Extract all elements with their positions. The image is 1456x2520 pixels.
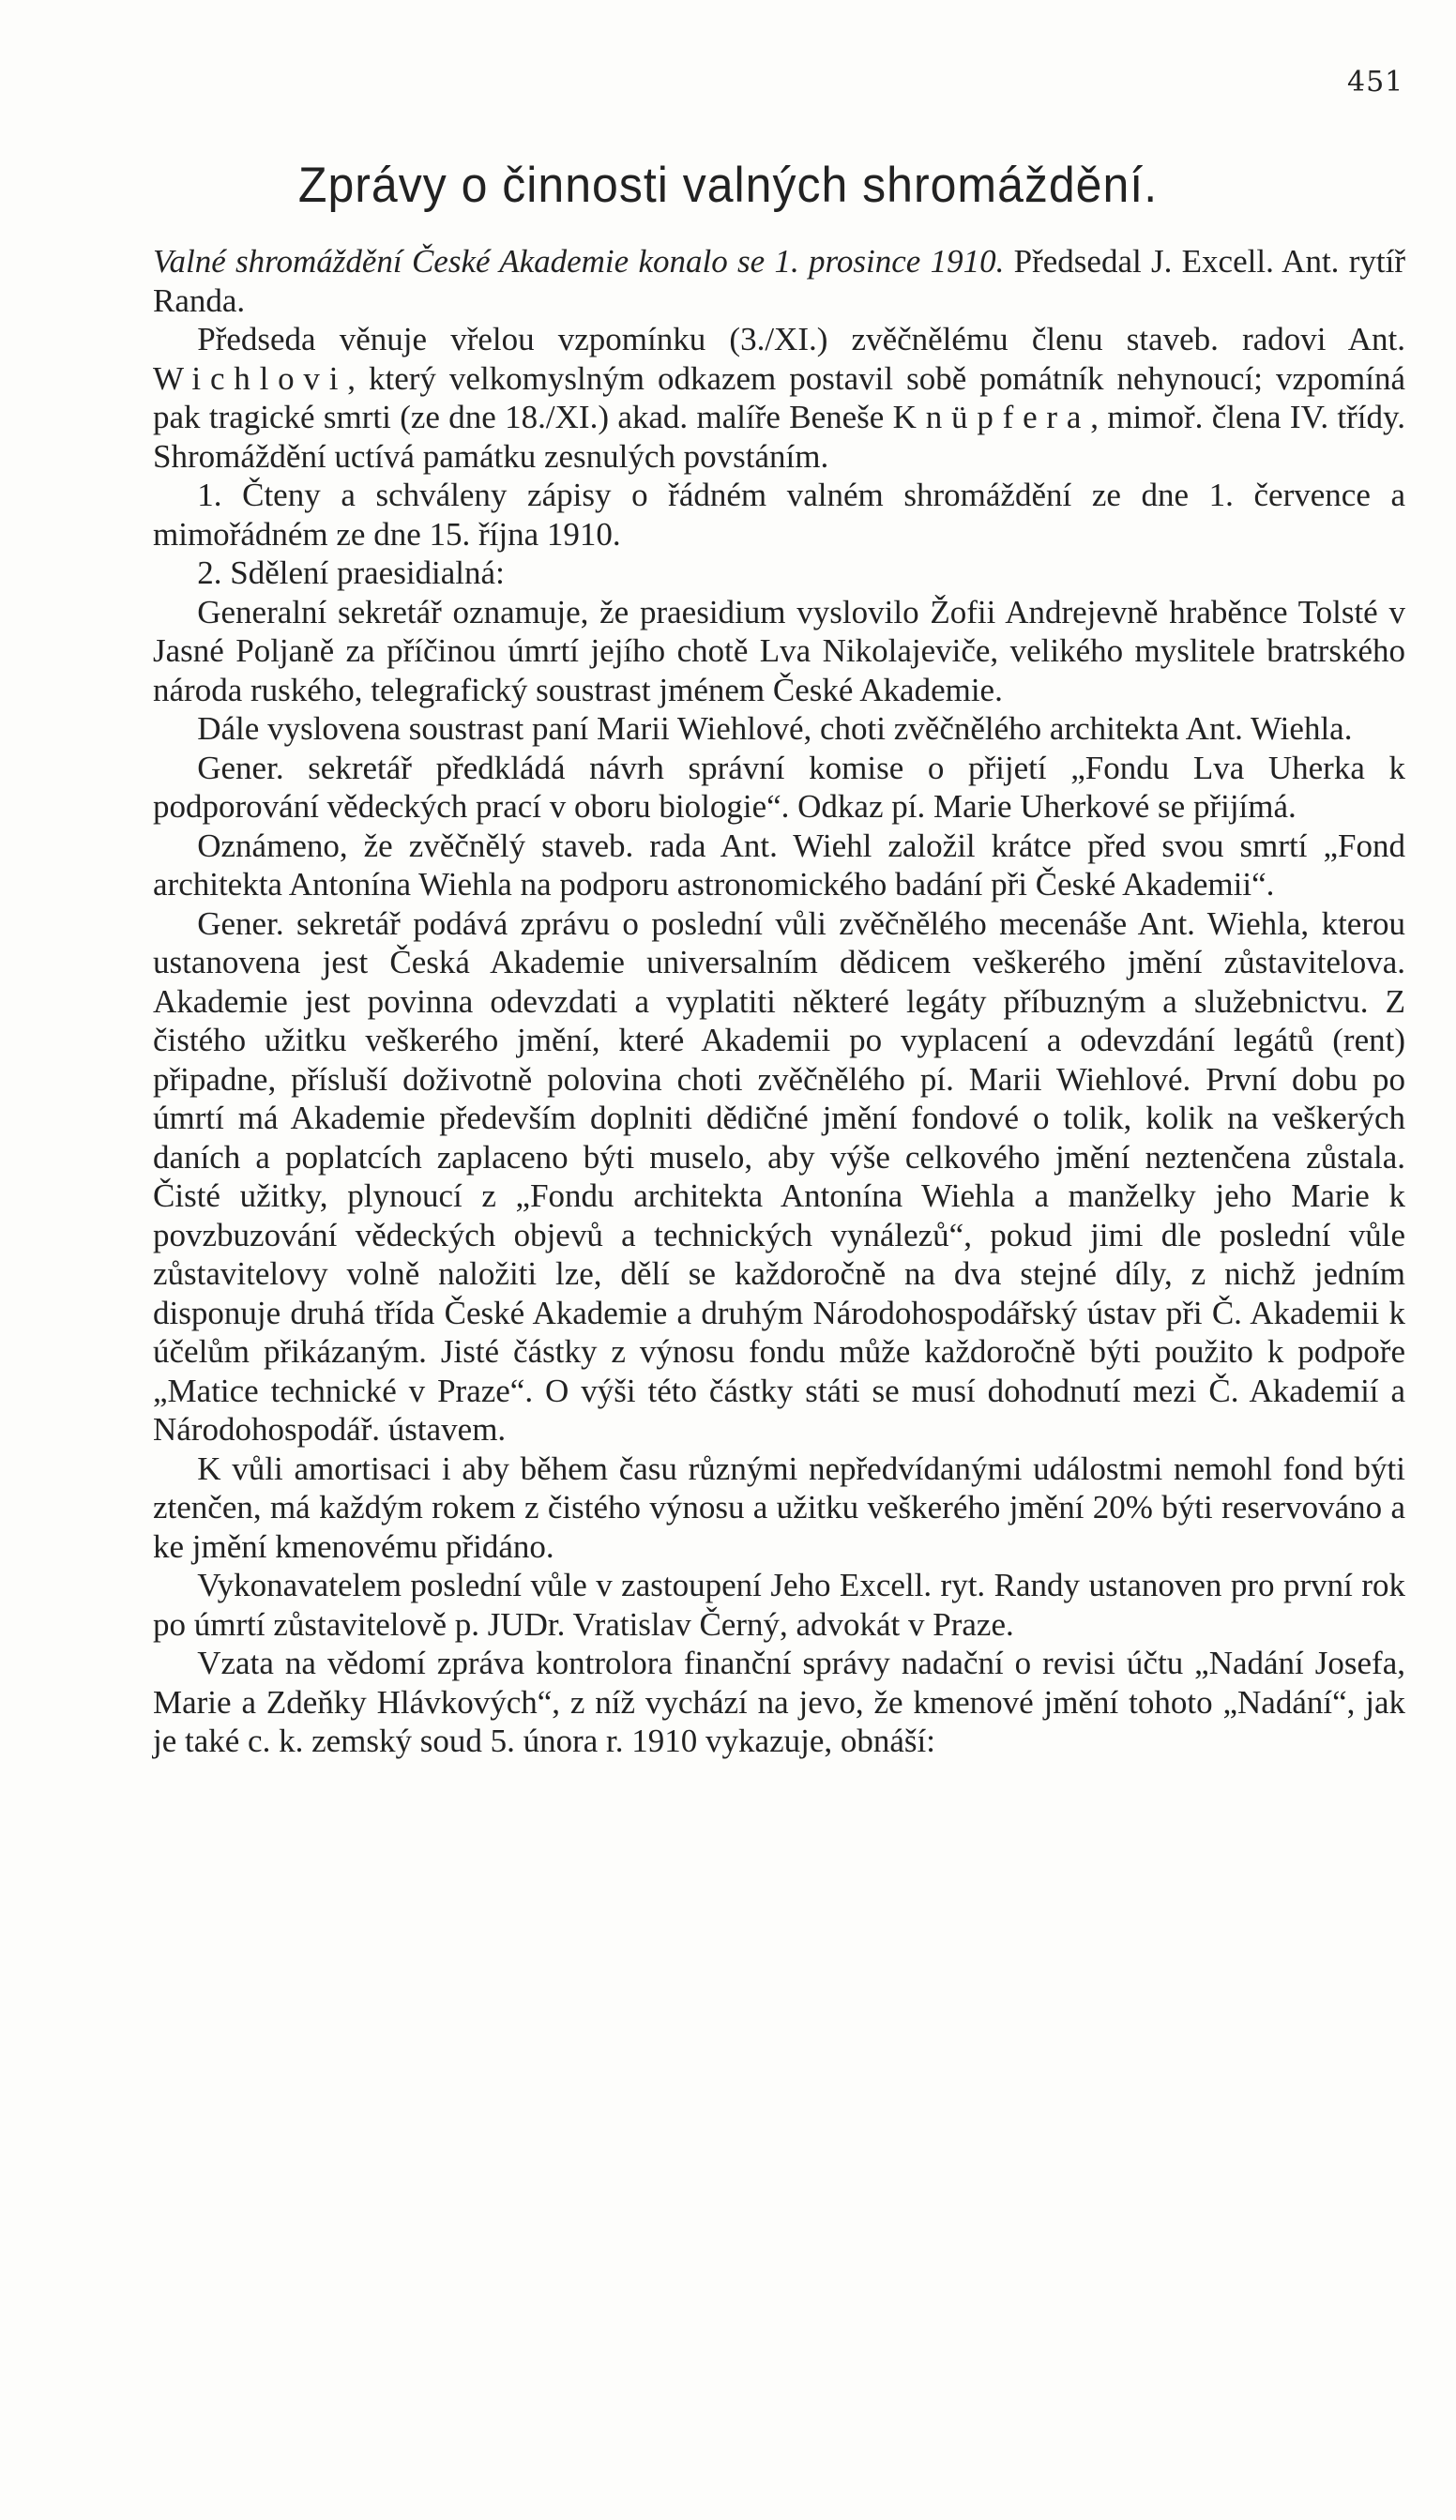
memorial-text-2: , který velkomyslným odkazem postavil sobě pomátník nehynoucí; vzpomíná pak tragické smrti (ze dne 18./XI.) akad. malíře Beneše	[153, 359, 1405, 435]
paragraph-executor: Vykonavatelem poslední vůle v zastoupení Jeho Excell. ryt. Randy ustanoven pro první rok po úmrtí zůstavitelově p. JUDr. Vratislav Černý, advokát v Praze.	[153, 1567, 1405, 1643]
document-body	[153, 242, 1405, 1761]
memorial-text-3: , mimoř. člena IV. třídy. Shromáždění uctívá památku zesnulých povstáním.	[153, 399, 1406, 475]
intro-paragraph	[153, 242, 1405, 320]
intro-italic: Valné shromáždění České Akademie konalo se 1. prosince 1910.	[153, 243, 1005, 280]
paragraph-last-will: Gener. sekretář podává zprávu o poslední vůli zvěčnělého mecenáše Ant. Wiehla, kterou ustanovena jest Česká Akademie universalním dědicem veškerého jmění zůstavitelova. Akademie jest povinna odevzdati a vyplatiti některé legáty příbuzným a služebnictvu. Z čistého užitku veškerého jmění, které Akademii po vyplacení a odevzdání legátů (rent) připadne, přísluší doživotně polovina choti zvěčnělého pí. Marii Wiehlové. První dobu po úmrtí má Akademie především doplniti dědičné jmění fondové o tolik, kolik na veškerých daních a poplatcích zaplaceno býti muselo, aby výše celkového jmění neztenčena zůstala. Čisté užitky, plynoucí z „Fondu architekta Antonína Wiehla a manželky jeho Marie k povzbuzování vědeckých objevů a technických vynálezů“, pokud jimi dle poslední vůle zůstavitelovy volně naložiti lze, dělí se každoročně na dva stejné díly, z nichž jedním disponuje druhá třída České Akademie a druhým Národohospodářský ústav při Č. Akademii k účelům přikázaným. Jisté částky z výnosu fondu může každoročně býti použito k podpoře „Matice technické v Praze“. O výši této částky státi se musí dohodnutí mezi Č. Akademií a Národohospodář. ústavem.	[153, 904, 1405, 1448]
memorial-paragraph	[153, 320, 1405, 476]
memorial-text-1: Předseda věnuje vřelou vzpomínku (3./XI.) zvěčnělému členu staveb. radovi Ant.	[197, 321, 1405, 357]
paragraph-astronomy-fund: Oznámeno, že zvěčnělý staveb. rada Ant. Wiehl založil krátce před svou smrtí „Fond architekta Antonína Wiehla na podporu astronomického badání při České Akademii“.	[153, 827, 1405, 903]
page-title: Zprávy o činnosti valných shromáždění.	[297, 157, 1159, 213]
paragraph-presidial-heading: 2. Sdělení praesidialná:	[197, 554, 505, 591]
memorial-name-wichl: Wichlovi	[153, 359, 348, 397]
paragraph-hlavka-report: Vzata na vědomí zpráva kontrolora finanční správy nadační o revisi účtu „Nadání Josefa, Marie a Zdeňky Hlávkových“, z níž vychází na jevo, že kmenové jmění tohoto „Nadání“, jak je také c. k. zemský soud 5. února r. 1910 vykazuje, obnáší:	[153, 1645, 1405, 1759]
memorial-name-knupfer: Knüpfera	[892, 399, 1091, 435]
paragraph-tolstoy: Generalní sekretář oznamuje, že praesidium vyslovilo Žofii Andrejevně hraběnce Tolsté v Jasné Poljaně za příčinou úmrtí jejího chotě Lva Nikolajeviče, velikého myslitele bratrského národa ruského, telegrafický soustrast jménem České Akademie.	[153, 593, 1405, 708]
paragraph-uherek-fund: Gener. sekretář předkládá návrh správní komise o přijetí „Fondu Lva Uherka k podporování vědeckých prací v oboru biologie“. Odkaz pí. Marie Uherkové se přijímá.	[153, 749, 1405, 825]
intro-rest: Předsedal J. Excell. Ant. rytíř Randa.	[153, 243, 1405, 319]
page-number: 451	[1347, 66, 1404, 99]
paragraph-minutes: 1. Čteny a schváleny zápisy o řádném valném shromáždění ze dne 1. července a mimořádném ze dne 15. října 1910.	[153, 477, 1405, 553]
paragraph-wiehl-condolence: Dále vyslovena soustrast paní Marii Wiehlové, choti zvěčnělého architekta Ant. Wiehla.	[197, 710, 1353, 747]
paragraph-amortisation: K vůli amortisaci i aby během času různými nepředvídanými událostmi nemohl fond býti ztenčen, má každým rokem z čistého výnosu a užitku veškerého jmění 20% býti reservováno a ke jmění kmenovému přidáno.	[153, 1450, 1405, 1565]
